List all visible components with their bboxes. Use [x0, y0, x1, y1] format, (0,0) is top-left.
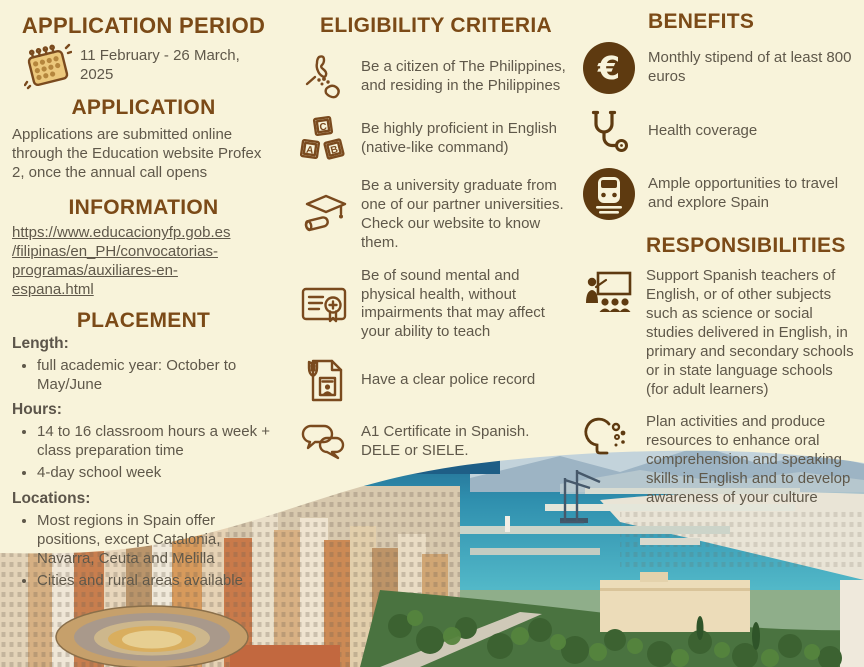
information-link[interactable] [12, 224, 275, 300]
eligibility-item-text: Be highly proficient in English (native-like command) [361, 120, 557, 157]
police-record-icon [300, 356, 348, 404]
calendar-icon [24, 42, 72, 90]
eligibility-item-text: Be of sound mental and physical health, without impairments that may affect your ability to teach [361, 266, 545, 341]
responsibility-item-text: Plan activities and produce resources to enhance oral comprehension and speaking skills in English and to develop awareness of your culture [646, 413, 851, 506]
health-certificate-icon [300, 280, 348, 328]
responsibility-item [582, 413, 858, 507]
philippines-map-icon [300, 53, 348, 101]
eligibility-column [300, 0, 572, 480]
eligibility-item [300, 53, 572, 101]
responsibility-item-text: Support Spanish teachers of English, or of other subjects such as science or social studies delivered in English, in primary and secondary schools or in state language schools (for adult learners) [646, 267, 854, 398]
placement-hours-list [12, 423, 275, 483]
benefit-item [582, 104, 858, 158]
eligibility-item [300, 115, 572, 163]
graduation-cap-icon [300, 191, 348, 239]
benefit-item [582, 167, 858, 221]
benefits-title: BENEFITS [648, 10, 755, 33]
eligibility-item-text: Have a clear police record [361, 370, 536, 388]
placement-hours-label: Hours: [12, 401, 62, 419]
benefit-item [582, 41, 858, 95]
eligibility-item-text: A1 Certificate in Spanish. DELE or SIELE. [361, 423, 530, 460]
speech-bubbles-icon [300, 418, 348, 466]
application-period-row [24, 42, 275, 90]
svg-text:A: A [305, 144, 315, 157]
svg-text:C: C [318, 121, 328, 134]
application-period-title: APPLICATION PERIOD [21, 13, 266, 38]
application-period-dates: 11 February - 26 March, 2025 [80, 47, 240, 84]
list-item: • Most regions in Spain offer positions, except Catalonia, Navarra, Ceuta and Melilla [37, 512, 275, 569]
placement-length-label: Length: [12, 334, 69, 352]
eligibility-item-text: Be a university graduate from one of our partner universities. Check our website to know them. [361, 177, 564, 251]
eligibility-title: ELIGIBILITY CRITERIA [320, 14, 552, 37]
speaking-head-icon [582, 415, 634, 467]
euro-coin-icon [582, 41, 636, 95]
abc-blocks-icon [300, 115, 348, 163]
svg-text:€: € [597, 49, 621, 88]
classroom-icon [582, 269, 634, 321]
list-item: • 14 to 16 classroom hours a week + class preparation time [37, 423, 275, 461]
list-item: • full academic year: October to May/June [37, 357, 275, 395]
placement-locations-list [12, 512, 275, 591]
eligibility-item-text: Be a citizen of The Philippines, and residing in the Philippines [361, 58, 566, 95]
list-item: • Cities and rural areas available [37, 572, 275, 591]
application-title: APPLICATION [71, 96, 216, 120]
eligibility-item [300, 418, 572, 466]
eligibility-item [300, 177, 572, 253]
benefit-item-text: Monthly stipend of at least 800 euros [648, 49, 852, 86]
responsibilities-title: RESPONSIBILITIES [646, 234, 846, 258]
link-line: espana.html [12, 280, 94, 298]
list-item: • 4-day school week [37, 464, 275, 483]
benefit-item-text: Health coverage [648, 121, 758, 139]
left-column [12, 0, 275, 598]
information-title: INFORMATION [68, 195, 219, 219]
placement-title: PLACEMENT [76, 308, 211, 332]
train-icon [582, 167, 636, 221]
responsibility-item [582, 267, 858, 399]
eligibility-item [300, 267, 572, 343]
link-line: https://www.educacionyfp.gob.es [12, 224, 231, 242]
svg-text:B: B [329, 144, 340, 157]
eligibility-item [300, 356, 572, 404]
application-body: Applications are submitted online through the Education website Profex 2, once the annual call opens [12, 126, 262, 182]
benefit-item-text: Ample opportunities to travel and explore Spain [648, 175, 839, 212]
link-line: /filipinas/en_PH/convocatorias- [12, 242, 218, 260]
right-column [582, 0, 858, 522]
link-line: programas/auxiliares-en- [12, 261, 178, 279]
stethoscope-icon [585, 107, 633, 155]
placement-locations-label: Locations: [12, 490, 91, 508]
placement-length-list [12, 357, 275, 395]
